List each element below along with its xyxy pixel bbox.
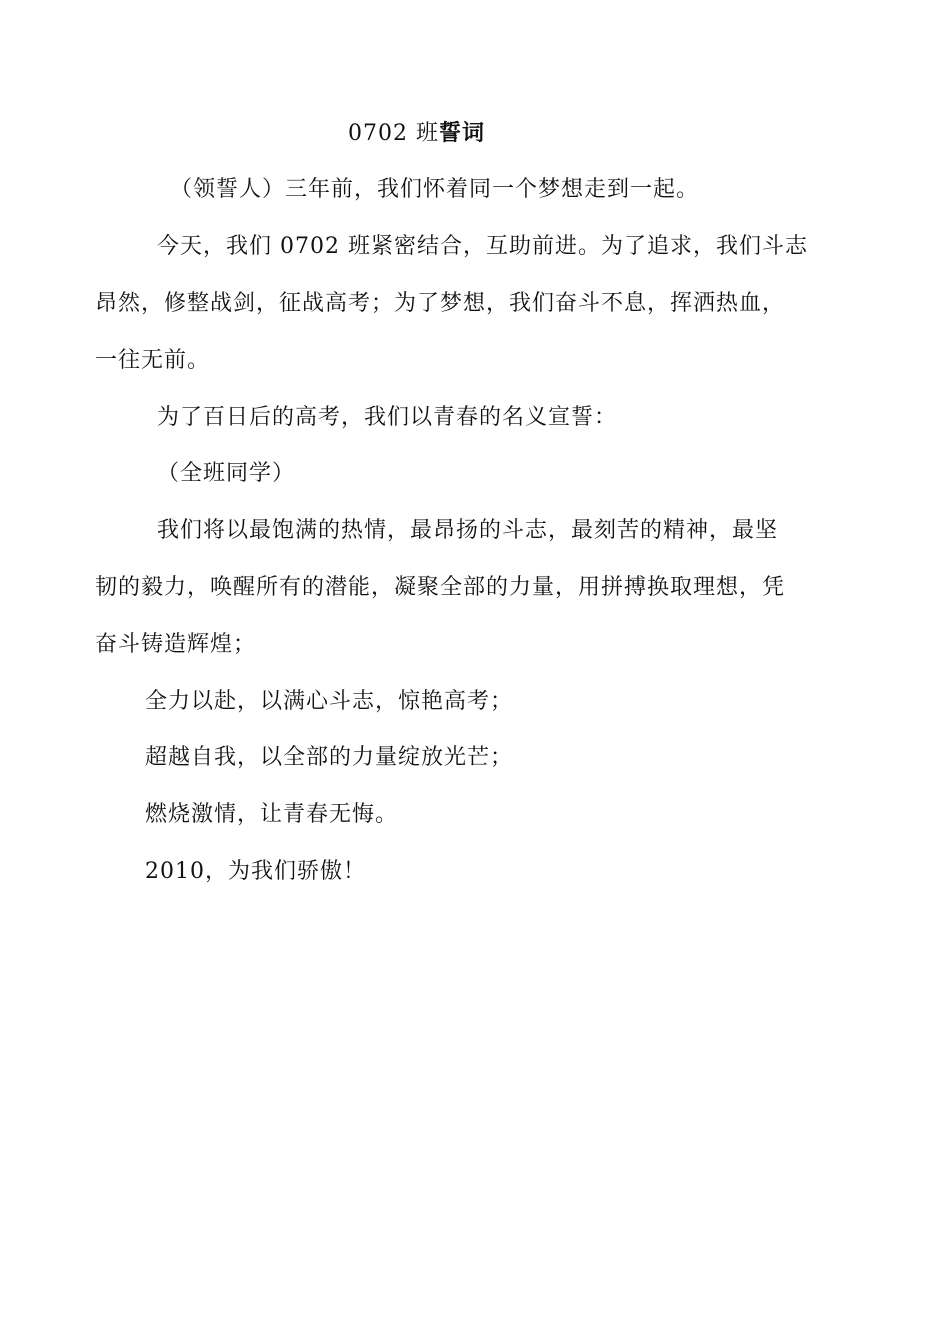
document-title [348,119,648,148]
paragraph-3-line-3: 奋斗铸造辉煌； [95,632,257,657]
title-suffix: 誓词 [438,120,485,146]
paragraph-3-line-2: 韧的毅力，唤醒所有的潜能，凝聚全部的力量，用拼搏换取理想，凭 [95,575,786,600]
pledge-line-1: 全力以赴，以满心斗志，惊艳高考； [145,689,514,714]
paragraph-2: 为了百日后的高考，我们以青春的名义宣誓： [157,405,618,430]
paragraph-1-line-2: 昂然，修整战剑，征战高考；为了梦想，我们奋斗不息，挥洒热血， [95,291,786,316]
all-class-label: （全班同学） [157,461,296,486]
pledge-line-4: 2010，为我们骄傲！ [145,859,366,884]
paragraph-1-line-1: 今天，我们 0702 班紧密结合，互助前进。为了追求，我们斗志 [157,234,808,259]
pledge-line-2: 超越自我，以全部的力量绽放光芒； [145,745,514,770]
leader-line: （领誓人）三年前，我们怀着同一个梦想走到一起。 [170,177,700,202]
paragraph-1-line-3: 一往无前。 [95,348,211,373]
title-prefix: 0702 班 [348,121,439,146]
paragraph-3-line-1: 我们将以最饱满的热情，最昂扬的斗志，最刻苦的精神，最坚 [157,518,779,543]
pledge-line-3: 燃烧激情，让青春无悔。 [145,802,399,827]
